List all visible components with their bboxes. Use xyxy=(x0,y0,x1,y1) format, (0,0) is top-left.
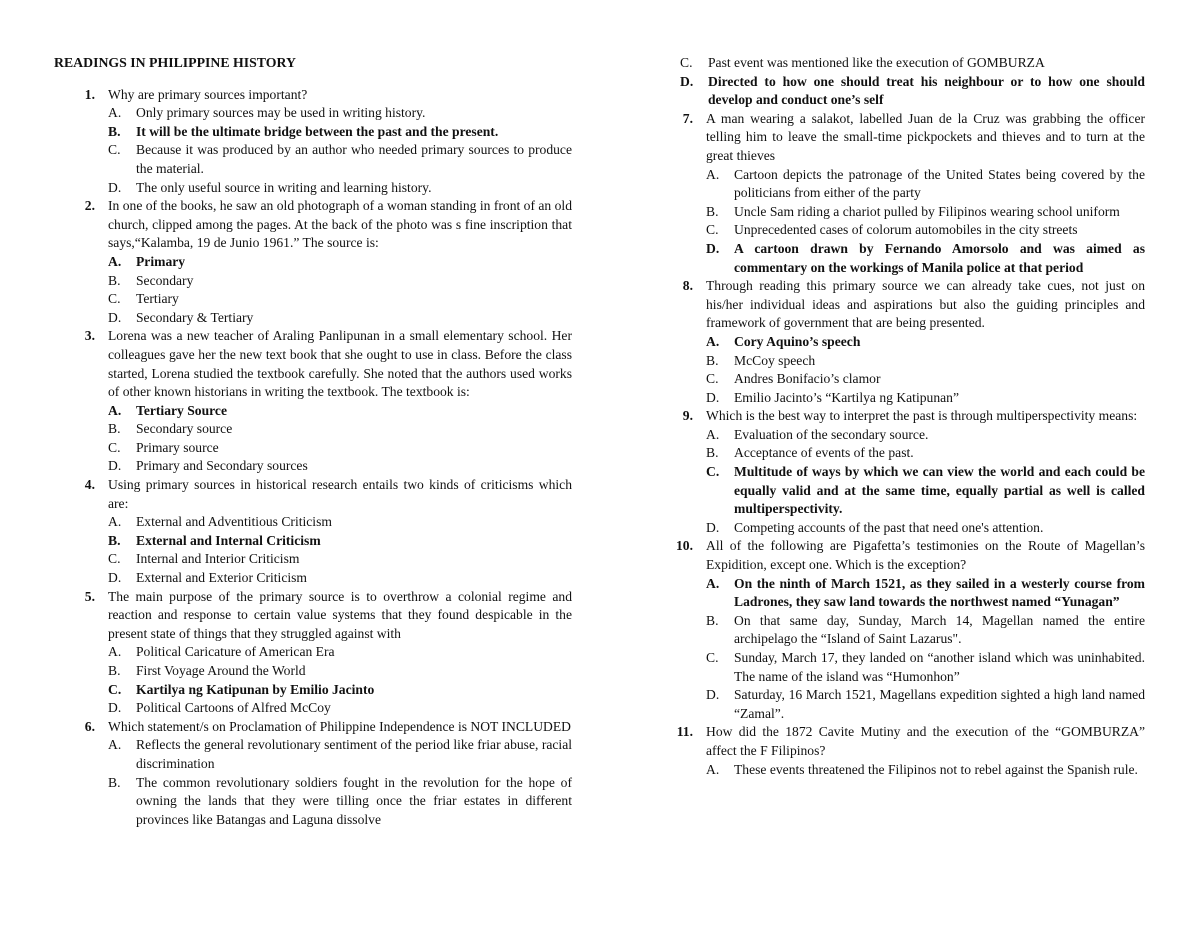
option-letter: C. xyxy=(108,439,121,455)
question-item xyxy=(652,110,1145,277)
option-letter: B. xyxy=(706,352,719,368)
option-text: Evaluation of the secondary source. xyxy=(734,426,929,442)
option-text: Primary and Secondary sources xyxy=(136,458,308,474)
option-text: McCoy speech xyxy=(734,352,816,368)
question-number: 2. xyxy=(84,198,95,214)
option-letter: A. xyxy=(108,402,122,418)
option-letter: A. xyxy=(108,644,122,660)
answer-option xyxy=(680,73,1145,110)
answer-option xyxy=(706,166,1145,203)
option-text: Secondary xyxy=(136,272,194,288)
question-number: 6. xyxy=(84,718,95,734)
answer-option xyxy=(108,699,572,718)
answer-option xyxy=(108,104,572,123)
option-letter: B. xyxy=(108,272,121,288)
option-text: External and Exterior Criticism xyxy=(136,570,308,586)
option-text: First Voyage Around the World xyxy=(136,663,306,678)
option-letter: B. xyxy=(706,203,719,219)
option-letter: A. xyxy=(108,253,122,269)
answer-option xyxy=(706,761,1145,780)
question-item xyxy=(54,718,572,830)
option-text: Primary xyxy=(136,253,186,269)
option-text: Andres Bonifacio’s clamor xyxy=(734,371,881,387)
document-title: READINGS IN PHILIPPINE HISTORY xyxy=(54,55,296,70)
answer-option xyxy=(706,352,1145,371)
answer-option xyxy=(108,569,572,588)
answer-option xyxy=(706,519,1145,538)
option-letter: D. xyxy=(108,309,122,325)
question-text: Lorena was a new teacher of Araling Panlipunan in a small elementary school. Her colleagues gave her the new text book that she ought to use in class. Before the class started, Lorena studied the textbook carefully. She noted that the authors used works of other known historians in writing the textbook. The textbook is: xyxy=(108,328,572,400)
answer-option xyxy=(706,575,1145,612)
question-item xyxy=(54,86,572,198)
question-stem xyxy=(652,723,1145,760)
answer-option xyxy=(706,203,1145,222)
question-number: 5. xyxy=(84,588,95,604)
question-number: 8. xyxy=(682,278,693,294)
answer-option xyxy=(706,444,1145,463)
option-letter: B. xyxy=(706,612,719,628)
option-letter: C. xyxy=(108,681,122,697)
answer-option xyxy=(706,370,1145,389)
answer-option xyxy=(108,774,572,830)
option-letter: D. xyxy=(706,687,720,703)
answer-option xyxy=(108,736,572,773)
answer-option xyxy=(108,253,572,272)
question-list-left xyxy=(54,86,572,830)
option-letter: C. xyxy=(706,650,719,665)
answer-option xyxy=(680,54,1145,73)
option-text: Competing accounts of the past that need one's attention. xyxy=(734,519,1044,535)
option-letter: A. xyxy=(706,575,720,591)
question-text: Why are primary sources important? xyxy=(108,86,308,102)
option-letter: D. xyxy=(108,458,122,474)
option-letter: D. xyxy=(680,73,694,89)
option-letter: D. xyxy=(108,570,122,586)
option-letter: C. xyxy=(706,371,719,387)
option-letter: D. xyxy=(108,700,122,716)
option-text: Tertiary xyxy=(136,291,179,307)
option-text: On that same day, Sunday, March 14, Magellan named the entire archipelago the “Island of Saint Lazarus". xyxy=(734,612,1145,647)
option-letter: C. xyxy=(108,551,121,567)
option-text: On the ninth of March 1521, as they sailed in a westerly course from Ladrones, they saw land towards the northwest named “Yunagan” xyxy=(734,575,1145,610)
question-text: Using primary sources in historical research entails two kinds of criticisms which are: xyxy=(108,477,572,511)
option-text: Only primary sources may be used in writing history. xyxy=(136,105,426,121)
option-text: The common revolutionary soldiers fought in the revolution for the hope of owning the lands that they were tilling once the friar estates in different provinces like Batangas and Laguna dissolve xyxy=(136,774,572,827)
option-text: Directed to how one should treat his neighbour or to how one should develop and conduct one’s self xyxy=(708,73,1145,108)
answer-option xyxy=(108,123,572,142)
answer-option xyxy=(108,457,572,476)
option-letter: A. xyxy=(706,166,720,182)
option-letter: C. xyxy=(108,142,121,158)
question-text: How did the 1872 Cavite Mutiny and the execution of the “GOMBURZA” affect the F Filipinos? xyxy=(706,724,1145,758)
option-text: Cartoon depicts the patronage of the United States being covered by the politicians from either of the party xyxy=(734,166,1145,201)
question-number: 7. xyxy=(682,110,693,126)
option-text: Because it was produced by an author who needed primary sources to produce the material. xyxy=(136,142,572,176)
option-letter: B. xyxy=(108,663,121,678)
option-letter: A. xyxy=(108,737,122,753)
question-item xyxy=(652,407,1145,537)
option-letter: C. xyxy=(680,55,693,70)
option-text: It will be the ultimate bridge between the past and the present. xyxy=(136,123,499,139)
option-text: Tertiary Source xyxy=(136,402,227,418)
option-letter: D. xyxy=(706,519,720,535)
option-letter: B. xyxy=(108,123,121,139)
option-letter: B. xyxy=(108,532,121,548)
option-text: Primary source xyxy=(136,439,219,455)
right-column xyxy=(652,54,1145,779)
option-letter: A. xyxy=(108,514,122,530)
option-text: Kartilya ng Katipunan by Emilio Jacinto xyxy=(136,681,375,697)
answer-option xyxy=(108,662,572,681)
option-letter: A. xyxy=(706,426,720,442)
option-text: The only useful source in writing and learning history. xyxy=(136,179,432,195)
option-text: External and Internal Criticism xyxy=(136,532,321,548)
question-number: 10. xyxy=(676,538,693,554)
option-letter: D. xyxy=(706,389,720,405)
question-text: In one of the books, he saw an old photograph of a woman standing in front of an old church, clipped among the pages. At the back of the photo was s fine inscription that says,“Kalamba, 19 de Junio 1961.” The source is: xyxy=(108,198,572,251)
question-item xyxy=(54,197,572,327)
answer-option xyxy=(108,643,572,662)
answer-option xyxy=(108,513,572,532)
question-number: 1. xyxy=(84,86,95,102)
answer-option xyxy=(108,550,572,569)
option-letter: D. xyxy=(108,179,122,195)
question-item xyxy=(54,588,572,718)
option-text: Saturday, 16 March 1521, Magellans expedition sighted a high land named “Zamal”. xyxy=(734,687,1145,721)
option-text: Multitude of ways by which we can view the world and each could be equally valid and at the same time, equally partial as well is called multiperspectivity. xyxy=(734,464,1145,517)
option-letter: A. xyxy=(706,761,720,777)
question-number: 11. xyxy=(676,724,693,740)
option-text: Past event was mentioned like the execution of GOMBURZA xyxy=(708,55,1045,70)
question-number: 4. xyxy=(84,477,95,493)
question-text: All of the following are Pigafetta’s testimonies on the Route of Magellan’s Expidition, except one. Which is the exception? xyxy=(706,538,1145,573)
answer-option xyxy=(706,426,1145,445)
option-text: Acceptance of events of the past. xyxy=(734,445,914,461)
option-text: Political Caricature of American Era xyxy=(136,644,335,660)
answer-option xyxy=(706,463,1145,519)
option-text: Reflects the general revolutionary sentiment of the period like friar abuse, racial discrimination xyxy=(136,737,572,771)
answer-option xyxy=(108,681,572,700)
question-text: A man wearing a salakot, labelled Juan de la Cruz was grabbing the officer telling him to leave the small-time pickpockets and thieves and to turn at the great thieves xyxy=(706,110,1145,163)
option-text: A cartoon drawn by Fernando Amorsolo and was aimed as commentary on the workings of Manila police at that period xyxy=(734,240,1145,275)
option-text: These events threatened the Filipinos not to rebel against the Spanish rule. xyxy=(734,761,1138,777)
question-stem xyxy=(54,86,572,105)
option-text: Emilio Jacinto’s “Kartilya ng Katipunan” xyxy=(734,389,959,405)
question-text: Which is the best way to interpret the past is through multiperspectivity means: xyxy=(706,408,1138,424)
option-text: Secondary & Tertiary xyxy=(136,309,254,325)
question-item xyxy=(652,277,1145,407)
answer-option xyxy=(706,649,1145,686)
answer-option xyxy=(108,272,572,291)
answer-option xyxy=(706,333,1145,352)
question-6-continuation xyxy=(680,54,1145,110)
question-stem xyxy=(54,718,572,737)
option-letter: C. xyxy=(108,291,121,307)
option-letter: B. xyxy=(108,774,121,790)
answer-option xyxy=(108,402,572,421)
option-letter: A. xyxy=(108,105,122,121)
answer-option xyxy=(706,389,1145,408)
answer-option xyxy=(706,221,1145,240)
question-item xyxy=(54,476,572,588)
answer-option xyxy=(706,686,1145,723)
question-stem xyxy=(54,476,572,513)
question-text: Through reading this primary source we can already take cues, not just on his/her individual ideas and aspirations but also the guiding principles and framework of government that are being presented. xyxy=(706,278,1145,331)
question-text: Which statement/s on Proclamation of Philippine Independence is NOT INCLUDED xyxy=(108,718,571,734)
question-stem xyxy=(652,407,1145,426)
option-text: Sunday, March 17, they landed on “another island which was uninhabited. The name of the island was “Humonhon” xyxy=(734,650,1145,684)
answer-option xyxy=(108,439,572,458)
answer-option xyxy=(108,309,572,328)
question-list-right xyxy=(652,110,1145,779)
question-item xyxy=(54,327,572,476)
question-stem xyxy=(54,588,572,644)
answer-option xyxy=(108,179,572,198)
question-number: 3. xyxy=(84,328,95,344)
option-text: Internal and Interior Criticism xyxy=(136,551,300,567)
question-stem xyxy=(652,277,1145,333)
question-text: The main purpose of the primary source is to overthrow a colonial regime and reaction and response to certain value systems that they found despicable in the present state of things that they struggled against with xyxy=(108,588,572,641)
answer-option xyxy=(108,290,572,309)
question-item xyxy=(652,723,1145,779)
option-letter: B. xyxy=(108,421,121,437)
answer-option xyxy=(706,612,1145,649)
answer-option xyxy=(108,141,572,178)
left-column xyxy=(54,54,572,829)
option-letter: B. xyxy=(706,445,719,461)
option-letter: A. xyxy=(706,333,720,349)
option-text: External and Adventitious Criticism xyxy=(136,514,332,530)
question-item xyxy=(652,537,1145,723)
question-stem xyxy=(652,110,1145,166)
option-letter: D. xyxy=(706,240,720,256)
option-text: Cory Aquino’s speech xyxy=(734,333,861,349)
question-stem xyxy=(652,537,1145,574)
option-letter: C. xyxy=(706,222,719,238)
answer-option xyxy=(108,532,572,551)
option-text: Uncle Sam riding a chariot pulled by Filipinos wearing school uniform xyxy=(734,203,1120,219)
option-letter: C. xyxy=(706,464,720,480)
option-text: Secondary source xyxy=(136,421,233,437)
answer-option xyxy=(108,420,572,439)
option-text: Unprecedented cases of colorum automobiles in the city streets xyxy=(734,222,1078,238)
answer-option xyxy=(706,240,1145,277)
question-number: 9. xyxy=(682,408,693,424)
question-stem xyxy=(54,197,572,253)
question-stem xyxy=(54,327,572,401)
option-text: Political Cartoons of Alfred McCoy xyxy=(136,700,331,716)
